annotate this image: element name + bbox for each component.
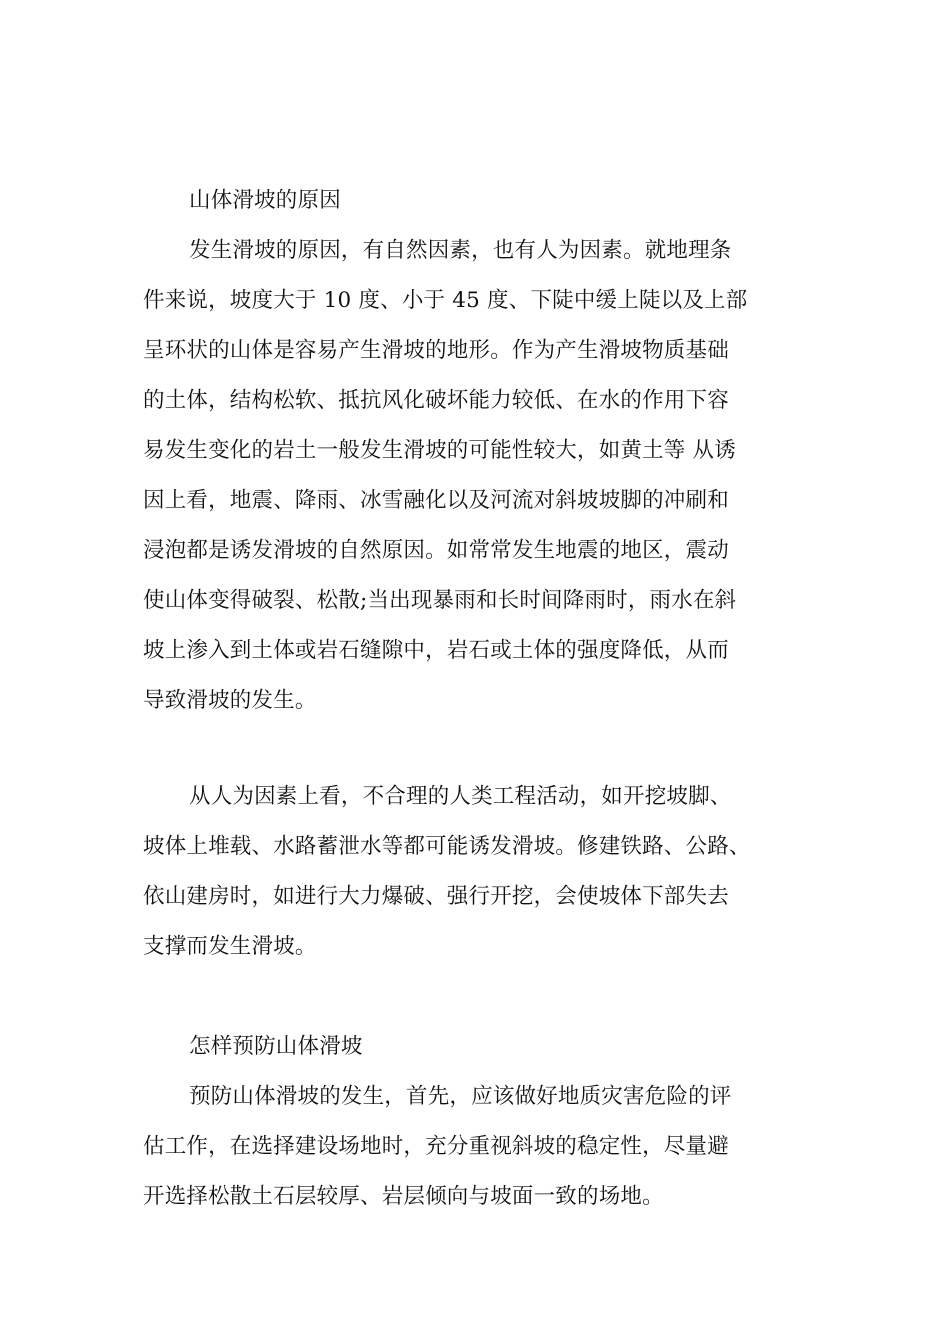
paragraph-line: 导致滑坡的发生。 (143, 688, 317, 713)
section-heading-prevention (143, 1022, 809, 1072)
paragraph-line: 从人为因素上看，不合理的人类工程活动，如开挖坡脚、 (189, 784, 732, 809)
paragraph-line: 坡上渗入到土体或岩石缝隙中，岩石或土体的强度降低，从而 (143, 638, 729, 663)
paragraph-line: 易发生变化的岩土一般发生滑坡的可能性较大，如黄土等 从诱 (143, 438, 736, 463)
heading-landslide-prevention: 怎样预防山体滑坡 (189, 1034, 363, 1059)
paragraph-line: 依山建房时，如进行大力爆破、强行开挖，会使坡体下部失去 (143, 884, 729, 909)
section-heading-causes (143, 176, 809, 226)
heading-landslide-causes: 山体滑坡的原因 (189, 188, 341, 213)
paragraph-line: 估工作，在选择建设场地时，充分重视斜坡的稳定性，尽量避 (143, 1134, 729, 1159)
paragraph-line: 浸泡都是诱发滑坡的自然原因。如常常发生地震的地区，震动 (143, 538, 729, 563)
paragraph-line: 发生滑坡的原因，有自然因素，也有人为因素。就地理条 (189, 238, 732, 263)
paragraph-line: 支撑而发生滑坡。 (143, 934, 317, 959)
paragraph-line: 开选择松散土石层较厚、岩层倾向与坡面一致的场地。 (143, 1184, 664, 1209)
paragraph-line: 的土体，结构松软、抵抗风化破坏能力较低、在水的作用下容 (143, 388, 729, 413)
paragraph-line: 预防山体滑坡的发生，首先，应该做好地质灾害危险的评 (189, 1084, 732, 1109)
paragraph-line: 件来说，坡度大于 10 度、小于 45 度、下陡中缓上陡以及上部 (143, 288, 748, 313)
paragraph-line: 因上看，地震、降雨、冰雪融化以及河流对斜坡坡脚的冲刷和 (143, 488, 729, 513)
paragraph-line: 坡体上堆载、水路蓄泄水等都可能诱发滑坡。修建铁路、公路、 (143, 834, 751, 859)
paragraph-line: 呈环状的山体是容易产生滑坡的地形。作为产生滑坡物质基础 (143, 338, 729, 363)
paragraph-human-causes (143, 772, 809, 972)
paragraph-natural-causes (143, 226, 809, 726)
paragraph-prevention (143, 1072, 809, 1222)
paragraph-line: 使山体变得破裂、松散;当出现暴雨和长时间降雨时，雨水在斜 (143, 588, 737, 613)
